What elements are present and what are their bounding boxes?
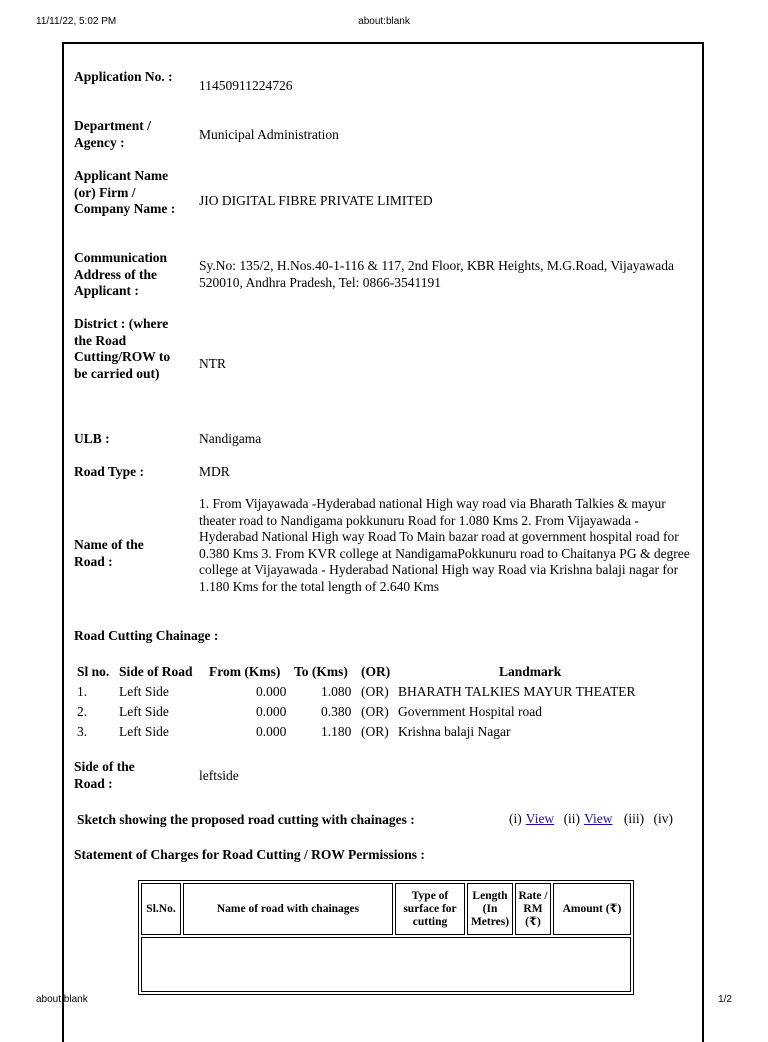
charges-header-road: Name of road with chainages: [183, 883, 393, 935]
sketch-iv-label: (iv): [653, 811, 673, 826]
chainage-header-from: From (Kms): [209, 664, 281, 679]
application-no-label: Application No. :: [74, 69, 173, 84]
department-label: Department / Agency :: [74, 118, 151, 150]
applicant-label: Applicant Name (or) Firm / Company Name :: [74, 168, 176, 216]
district-value: NTR: [199, 356, 226, 371]
charges-header-rate: Rate / RM (₹): [515, 883, 551, 935]
road-name-label: Name of the Road :: [74, 537, 144, 569]
side-value: leftside: [199, 768, 239, 783]
print-page-number: 1/2: [718, 994, 732, 1005]
road-type-label: Road Type :: [74, 464, 145, 479]
charges-header-amount: Amount (₹): [553, 883, 631, 935]
district-label: District : (where the Road Cutting/ROW to be carried out): [74, 316, 171, 381]
chainage-header-sl: Sl no.: [77, 664, 110, 679]
chainage-header-landmark: Landmark: [499, 664, 562, 679]
sketch-iii-label: (iii): [623, 811, 645, 826]
chainage-row-1-sl: 1.: [77, 684, 88, 699]
department-value: Municipal Administration: [199, 127, 339, 142]
chainage-row-3-sl: 3.: [77, 724, 88, 739]
chainage-row-3-from: 0.000: [256, 724, 287, 739]
print-footer: [0, 994, 768, 1008]
chainage-row-2-to: 0.380: [321, 704, 352, 719]
charges-header-slno: Sl.No.: [141, 883, 181, 935]
chainage-row-3-landmark: Krishna balaji Nagar: [398, 724, 511, 739]
charges-title: Statement of Charges for Road Cutting / ROW Permissions :: [74, 847, 425, 862]
sketch-view-link-1[interactable]: View: [525, 811, 555, 826]
sketch-ii-label: (ii): [563, 811, 581, 826]
chainage-row-1-or: (OR): [361, 684, 389, 699]
chainage-row-3-side: Left Side: [119, 724, 169, 739]
charges-body-cell: [141, 937, 631, 992]
print-header: [0, 16, 768, 30]
road-type-value: MDR: [199, 464, 230, 479]
address-value: Sy.No: 135/2, H.Nos.40-1-116 & 117, 2nd Floor, KBR Heights, M.G.Road, Vijayawada 520010, Andhra Pradesh, Tel: 0866-3541191: [199, 258, 675, 290]
charges-header-length: Length (In Metres): [467, 883, 513, 935]
charges-body-row: [141, 937, 631, 992]
chainage-header-or: (OR): [361, 664, 391, 679]
chainage-row-1-side: Left Side: [119, 684, 169, 699]
side-label: Side of the Road :: [74, 759, 135, 791]
print-title: about:blank: [358, 16, 410, 27]
chainage-row-3-to: 1.180: [321, 724, 352, 739]
sketch-label: Sketch showing the proposed road cutting with chainages :: [77, 812, 415, 827]
charges-header-row: [141, 883, 631, 935]
chainage-header-to: To (Kms): [294, 664, 348, 679]
chainage-row-2-or: (OR): [361, 704, 389, 719]
chainage-row-2-sl: 2.: [77, 704, 88, 719]
address-label: Communication Address of the Applicant :: [74, 250, 168, 298]
applicant-value: JIO DIGITAL FIBRE PRIVATE LIMITED: [199, 193, 433, 208]
chainage-row-2-from: 0.000: [256, 704, 287, 719]
application-no-value: 11450911224726: [199, 78, 293, 93]
chainage-row-1-to: 1.080: [321, 684, 352, 699]
ulb-label: ULB :: [74, 431, 110, 446]
charges-header-surface: Type of surface for cutting: [395, 883, 465, 935]
sketch-links: [509, 811, 677, 827]
print-url: about:blank: [36, 994, 88, 1005]
chainage-row-2-side: Left Side: [119, 704, 169, 719]
chainage-row-2-landmark: Government Hospital road: [398, 704, 542, 719]
chainage-row-1-landmark: BHARATH TALKIES MAYUR THEATER: [398, 684, 636, 699]
chainage-row-3-or: (OR): [361, 724, 389, 739]
chainage-title: Road Cutting Chainage :: [74, 628, 219, 643]
sketch-view-link-2[interactable]: View: [584, 811, 613, 826]
ulb-value: Nandigama: [199, 431, 262, 446]
sketch-i-label: (i): [509, 811, 522, 826]
print-datetime: 11/11/22, 5:02 PM: [36, 16, 117, 27]
road-name-value: 1. From Vijayawada -Hyderabad national High way road via Bharath Talkies & mayur theater road to Nandigama pokkunuru Road for 1.080 Kms 2. From Vijayawada -Hyderabad National High way Road To Main bazar road at government hospital road for 0.380 Kms 3. From KVR college at NandigamaPokkunuru road to Chaitanya PG & degree college at Vijayawada - Hyderabad National High way Road via Krishna balaji nagar for 1.180 Kms for the total length of 2.640 Kms: [199, 496, 690, 594]
charges-table: [138, 880, 634, 995]
chainage-row-1-from: 0.000: [256, 684, 287, 699]
chainage-header-side: Side of Road: [119, 664, 193, 679]
